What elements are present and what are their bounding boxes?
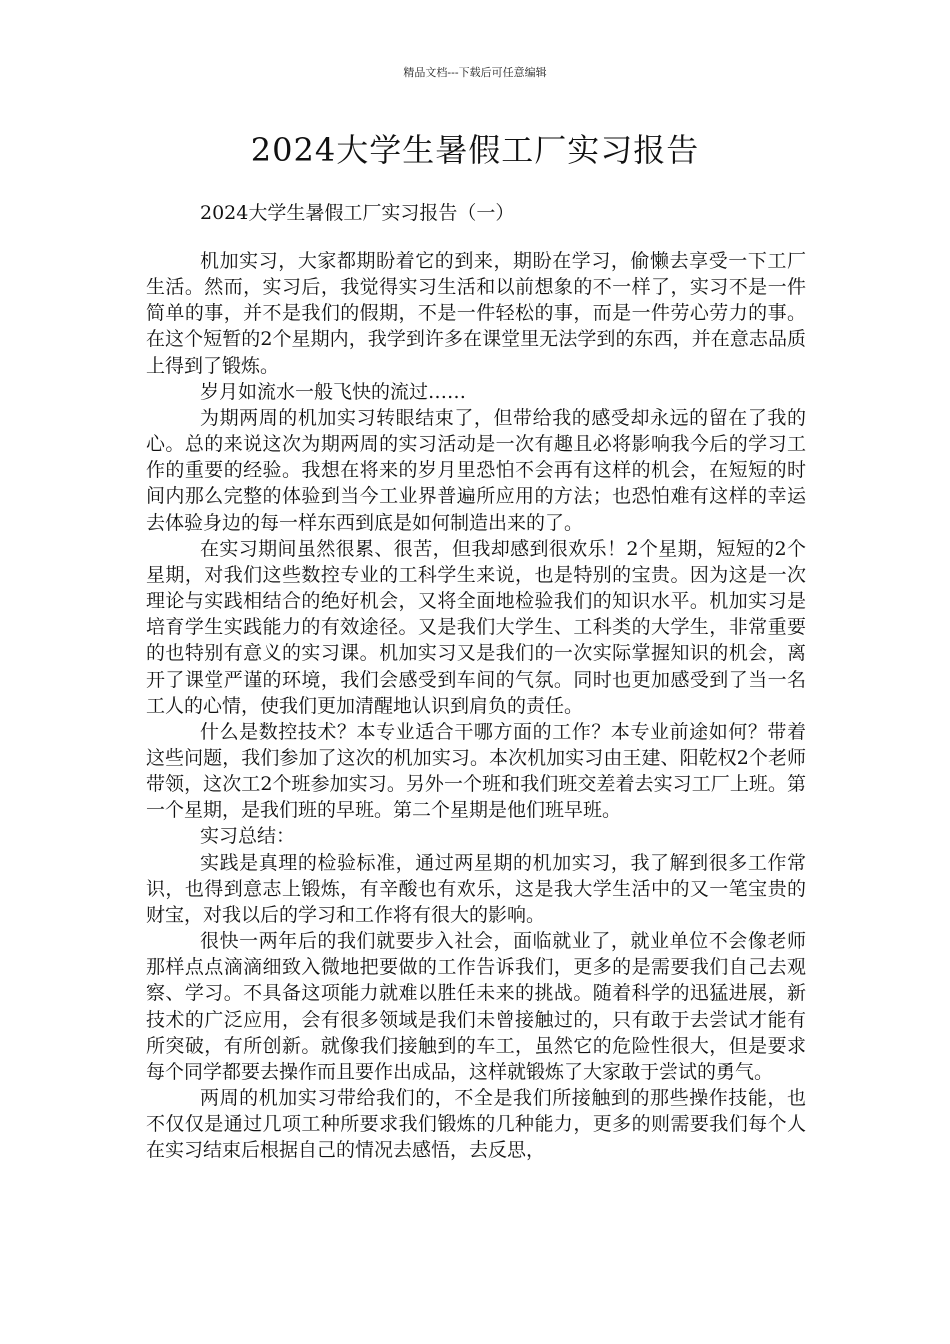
paragraph: 机加实习，大家都期盼着它的到来，期盼在学习，偷懒去享受一下工厂生活。然而，实习后，我觉得实习生活和以前想象的不一样了，实习不是一件简单的事，并不是我们的假期，不是一件轻松的事，而是一件劳心劳力的事。在这个短暂的2个星期内，我学到许多在课堂里无法学到的东西，并在意志品质上得到了锻炼。: [146, 250, 806, 377]
paragraph: 什么是数控技术？本专业适合干哪方面的工作？本专业前途如何？带着这些问题，我们参加了这次的机加实习。本次机加实习由王建、阳乾权2个老师带领，这次工2个班参加实习。另外一个班和我们班交差着去实习工厂上班。第一个星期，是我们班的早班。第二个星期是他们班早班。: [146, 720, 806, 822]
paragraph: 很快一两年后的我们就要步入社会，面临就业了，就业单位不会像老师那样点点滴滴细致入微地把要做的工作告诉我们，更多的是需要我们自己去观察、学习。不具备这项能力就难以胜任未来的挑战。随着科学的迅猛进展，新技术的广泛应用，会有很多领域是我们未曾接触过的，只有敢于去尝试才能有所突破，有所创新。就像我们接触到的车工，虽然它的危险性很大，但是要求每个同学都要去操作而且要作出成品，这样就锻炼了大家敢于尝试的勇气。: [146, 930, 806, 1083]
paragraph: 在实习期间虽然很累、很苦，但我却感到很欢乐！2个星期，短短的2个星期，对我们这些数控专业的工科学生来说，也是特别的宝贵。因为这是一次理论与实践相结合的绝好机会，又将全面地检验我们的知识水平。机加实习是培育学生实践能力的有效途径。又是我们大学生、工科类的大学生，非常重要的也特别有意义的实习课。机加实习又是我们的一次实际掌握知识的机会，离开了课堂严谨的环境，我们会感受到车间的气氛。同时也更加感受到了当一名工人的心情，使我们更加清醒地认识到肩负的责任。: [146, 537, 806, 717]
header-note: 精品文档---下载后可任意编辑: [403, 66, 547, 79]
paragraph: 实践是真理的检验标准，通过两星期的机加实习，我了解到很多工作常识，也得到意志上锻炼，有辛酸也有欢乐，这是我大学生活中的又一笔宝贵的财宝，对我以后的学习和工作将有很大的影响。: [146, 851, 806, 926]
paragraph: 为期两周的机加实习转眼结束了，但带给我的感受却永远的留在了我的心。总的来说这次为期两周的实习活动是一次有趣且必将影响我今后的学习工作的重要的经验。我想在将来的岁月里恐怕不会再有这样的机会，在短短的时间内那么完整的体验到当今工业界普遍所应用的方法；也恐怕难有这样的幸运去体验身边的每一样东西到底是如何制造出来的了。: [146, 406, 806, 534]
paragraph: 两周的机加实习带给我们的，不全是我们所接触到的那些操作技能，也不仅仅是通过几项工种所要求我们锻炼的几种能力，更多的则需要我们每个人在实习结束后根据自己的情况去感悟，去反思，: [146, 1087, 806, 1162]
section-heading: 2024大学生暑假工厂实习报告（一）: [200, 202, 515, 224]
paragraph: 岁月如流水一般飞快的流过……: [200, 380, 467, 403]
body-text: [146, 248, 806, 1163]
document-title: 2024大学生暑假工厂实习报告: [250, 131, 700, 169]
paragraph: 实习总结：: [200, 825, 296, 848]
